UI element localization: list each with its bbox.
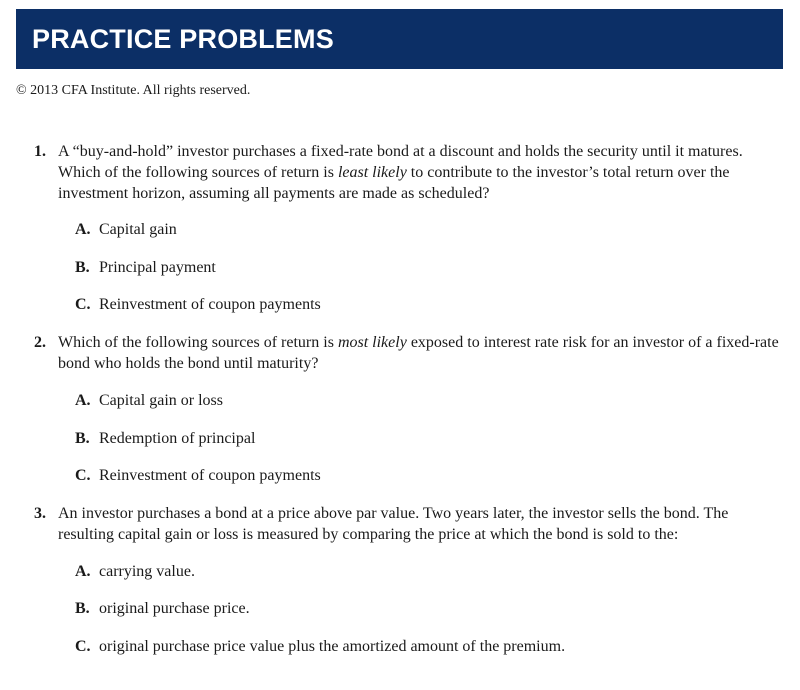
- problem-2-option-c: [75, 465, 321, 486]
- problem-2-option-a: [75, 390, 223, 411]
- question-text: An investor purchases a bond at a price above par value. Two years later, the investor sells the bond. The resulting capital gain or loss is measured by comparing the price at which the bond is sold to the:: [58, 505, 729, 543]
- problem-question: [58, 332, 786, 374]
- problem-1-option-a: [75, 219, 177, 240]
- question-text: Which of the following sources of return is: [58, 334, 338, 351]
- question-text: A “buy-and-hold” investor purchases a fixed-rate bond at a discount and holds the security until it matures. Which of the following sources of return is: [58, 143, 743, 181]
- option-text: Reinvestment of coupon payments: [99, 467, 321, 484]
- option-letter: B.: [75, 430, 90, 447]
- section-title: PRACTICE PROBLEMS: [32, 24, 334, 54]
- section-header-bar: [16, 9, 783, 69]
- problem-number: 1.: [34, 143, 46, 160]
- option-letter: B.: [75, 600, 90, 617]
- problem-3-option-a: [75, 561, 195, 582]
- option-text: carrying value.: [99, 563, 195, 580]
- option-text: Capital gain: [99, 221, 177, 238]
- option-letter: A.: [75, 563, 91, 580]
- problem-3-option-c: [75, 636, 565, 657]
- option-letter: C.: [75, 467, 91, 484]
- question-text: to contribute to the investor’s total return over the investment horizon, assuming all payments are made as scheduled?: [58, 164, 730, 202]
- option-letter: C.: [75, 638, 91, 655]
- option-letter: A.: [75, 221, 91, 238]
- problem-number: 2.: [34, 334, 46, 351]
- option-letter: A.: [75, 392, 91, 409]
- problem-question: [58, 503, 786, 545]
- option-text: Redemption of principal: [99, 430, 256, 447]
- option-text: Reinvestment of coupon payments: [99, 296, 321, 313]
- question-emphasis: most likely: [337, 334, 407, 351]
- option-text: Capital gain or loss: [99, 392, 223, 409]
- option-text: original purchase price.: [99, 600, 250, 617]
- problem-number: 3.: [34, 505, 46, 522]
- copyright-notice: © 2013 CFA Institute. All rights reserved.: [16, 83, 251, 98]
- problem-1-option-c: [75, 294, 321, 315]
- option-letter: B.: [75, 259, 90, 276]
- question-emphasis: least likely: [337, 164, 407, 181]
- problem-1-option-b: [75, 257, 216, 278]
- option-text: original purchase price value plus the amortized amount of the premium.: [99, 638, 566, 655]
- problem-3-option-b: [75, 598, 250, 619]
- question-text: exposed to interest rate risk for an investor of a fixed-rate bond who holds the bond until maturity?: [58, 334, 779, 372]
- problem-question: [58, 141, 786, 204]
- problem-2-option-b: [75, 428, 255, 449]
- option-letter: C.: [75, 296, 91, 313]
- option-text: Principal payment: [99, 259, 216, 276]
